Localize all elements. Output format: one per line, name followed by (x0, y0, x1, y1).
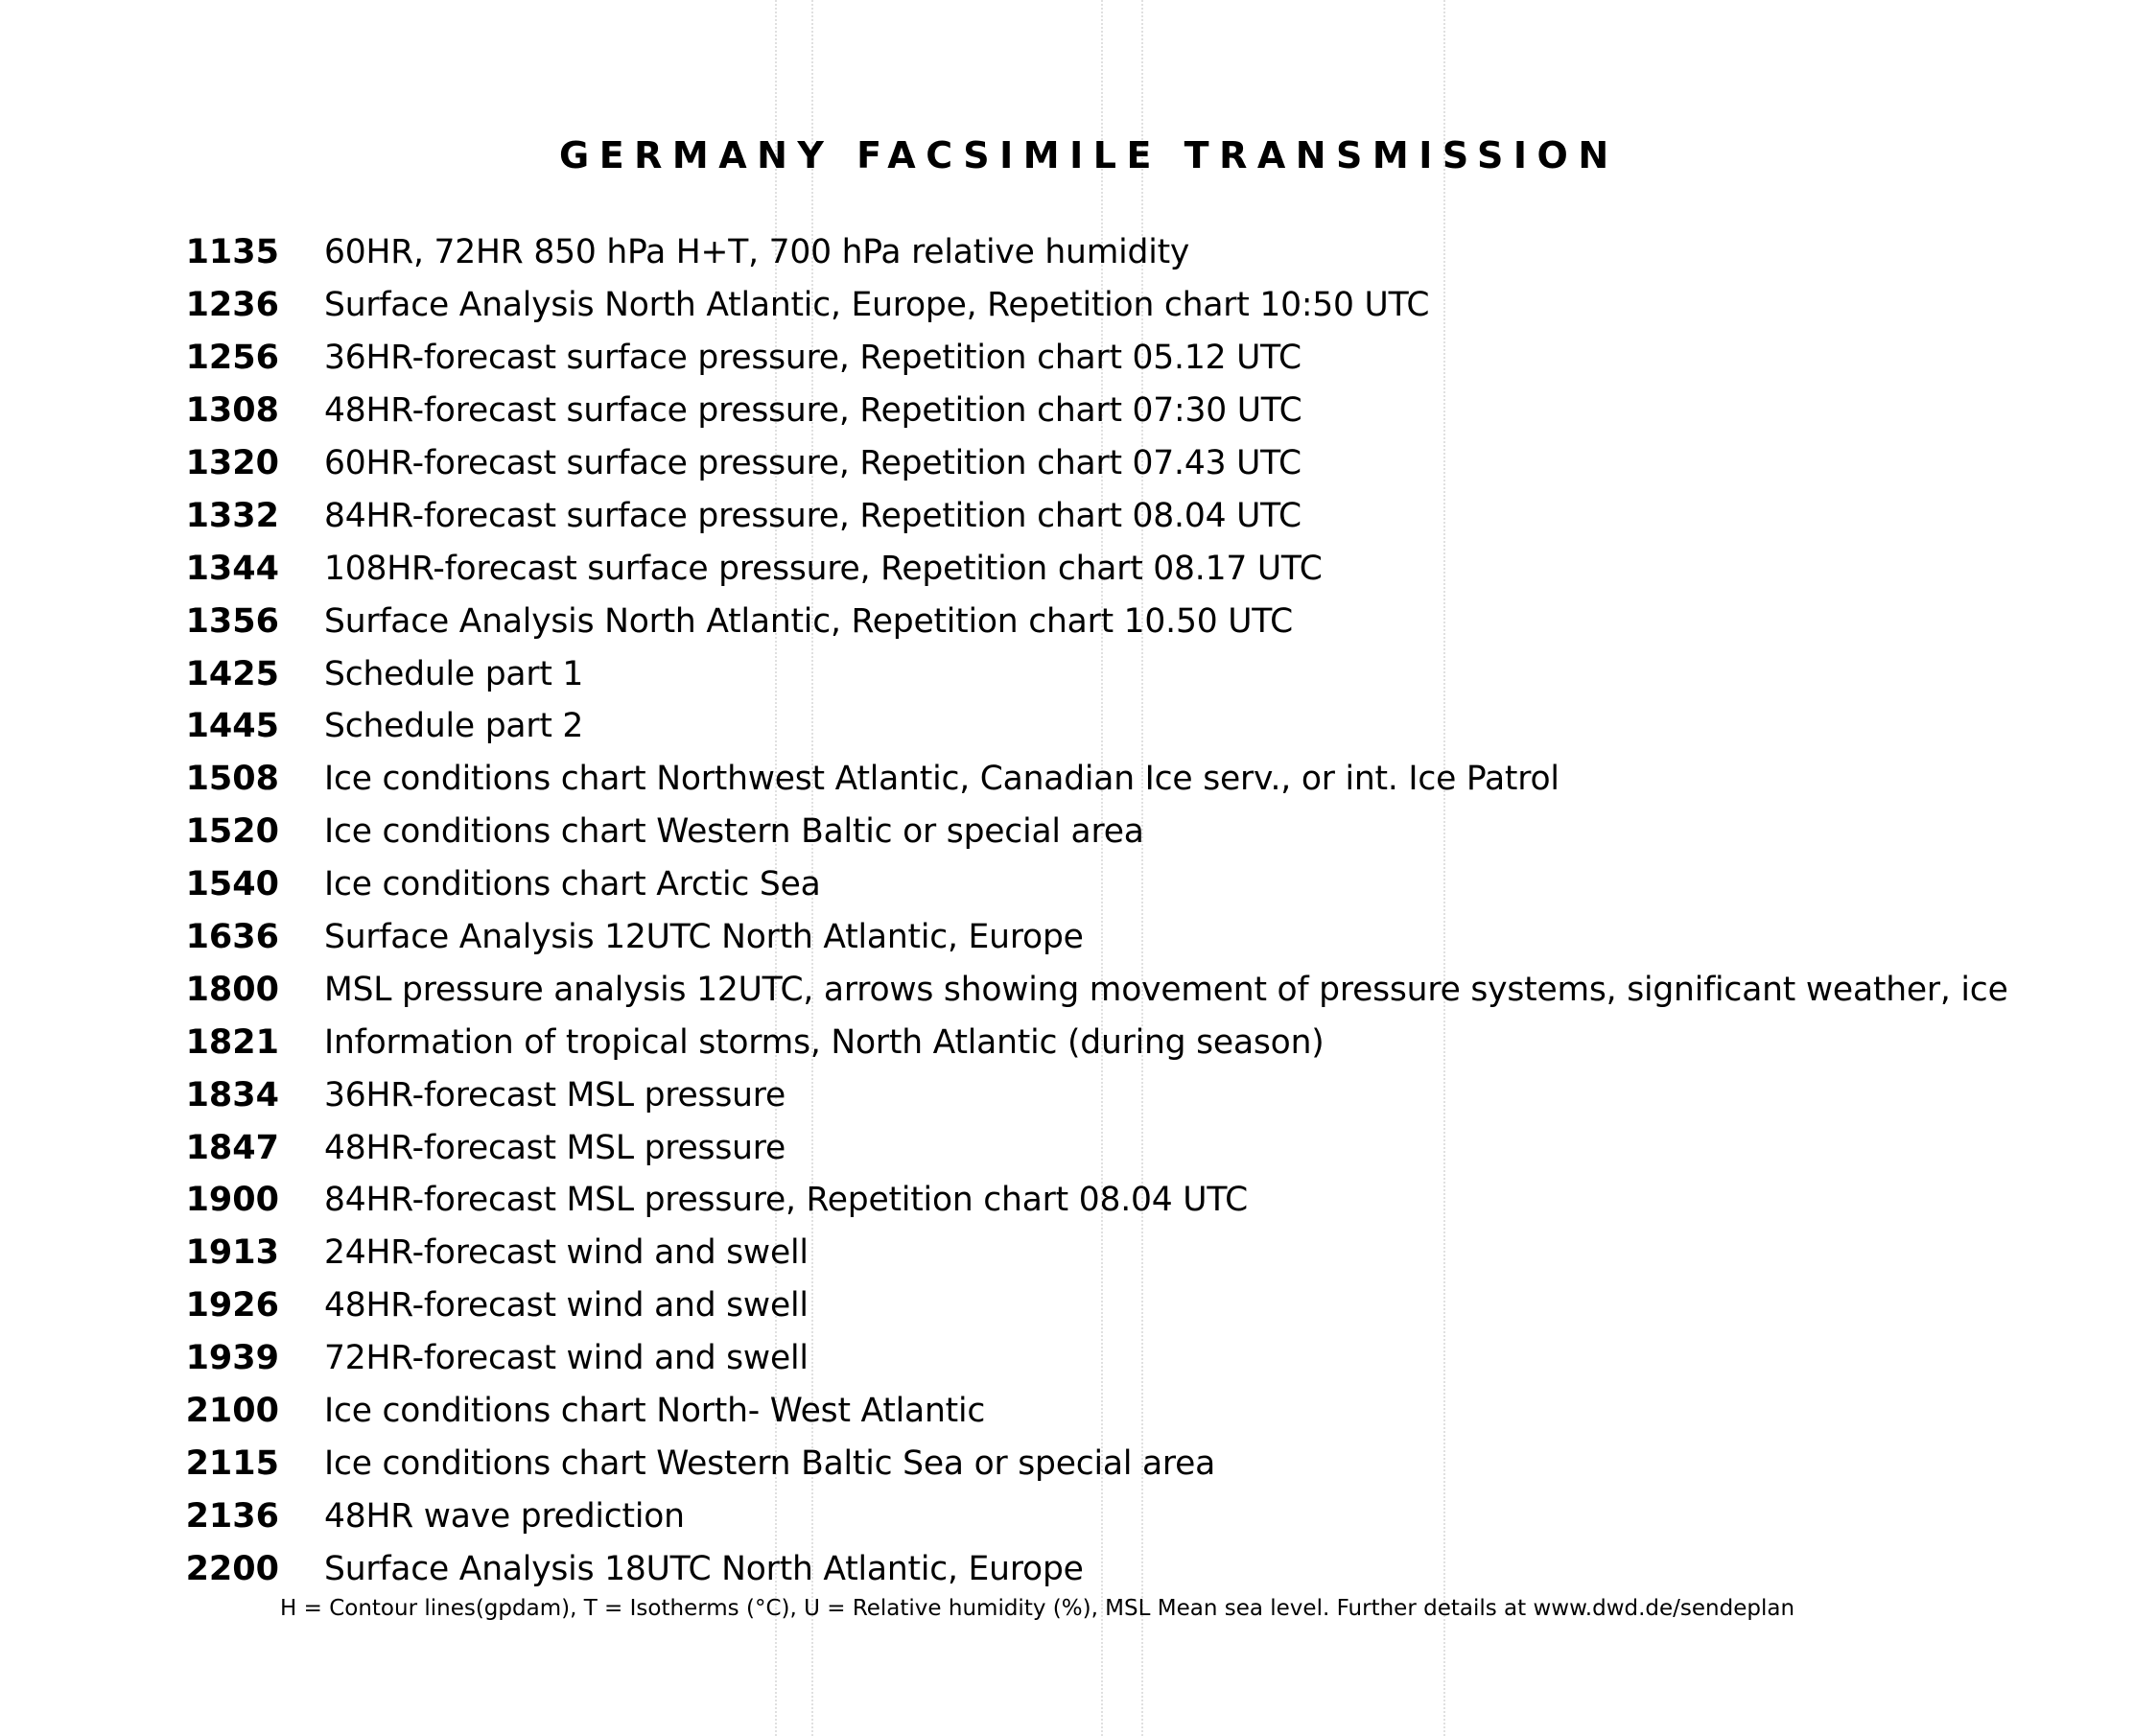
transmission-time: 1636 (185, 918, 279, 957)
schedule-row (141, 1016, 2117, 1068)
transmission-time: 1540 (185, 865, 279, 904)
schedule-row (141, 226, 2117, 279)
chart-description: 84HR-forecast surface pressure, Repetition chart 08.04 UTC (324, 496, 1302, 535)
chart-description: Ice conditions chart North- West Atlantic (324, 1392, 986, 1431)
transmission-time: 1939 (185, 1339, 279, 1378)
transmission-time: 2136 (185, 1496, 279, 1536)
page-title: GERMANY FACSIMILE TRANSMISSION (559, 134, 1619, 176)
transmission-time: 1445 (185, 707, 279, 746)
schedule-row (141, 1437, 2117, 1490)
chart-description: 36HR-forecast surface pressure, Repetition chart 05.12 UTC (324, 339, 1302, 378)
transmission-time: 1520 (185, 812, 279, 852)
footnote: H = Contour lines(gpdam), T = Isotherms (°C), U = Relative humidity (%), MSL Mean sea level. Further details at www.dwd.de/sendeplan (280, 1596, 1795, 1621)
schedule-row (141, 385, 2117, 437)
transmission-time: 2200 (185, 1549, 279, 1588)
transmission-time: 1344 (185, 549, 279, 588)
chart-description: MSL pressure analysis 12UTC, arrows showing movement of pressure systems, significant weather, ice (324, 970, 2008, 1009)
transmission-time: 1236 (185, 286, 279, 325)
schedule-row (141, 753, 2117, 806)
transmission-time: 2115 (185, 1443, 279, 1483)
transmission-time: 1926 (185, 1286, 279, 1325)
schedule-row (141, 1174, 2117, 1227)
transmission-time: 1256 (185, 339, 279, 378)
chart-description: Surface Analysis 18UTC North Atlantic, Europe (324, 1549, 1084, 1588)
chart-description: 48HR-forecast wind and swell (324, 1286, 809, 1325)
transmission-time: 1356 (185, 601, 279, 641)
schedule-row (141, 279, 2117, 332)
schedule-row (141, 1542, 2117, 1595)
chart-description: 108HR-forecast surface pressure, Repetition chart 08.17 UTC (324, 549, 1323, 588)
chart-description: Schedule part 2 (324, 707, 584, 746)
chart-description: Ice conditions chart Western Baltic Sea or special area (324, 1443, 1216, 1483)
chart-description: 24HR-forecast wind and swell (324, 1233, 809, 1273)
transmission-schedule (141, 226, 2117, 1595)
schedule-row (141, 806, 2117, 858)
chart-description: 72HR-forecast wind and swell (324, 1339, 809, 1378)
schedule-row (141, 1490, 2117, 1542)
chart-description: Information of tropical storms, North Atlantic (during season) (324, 1022, 1325, 1062)
transmission-time: 1834 (185, 1075, 279, 1114)
schedule-row (141, 489, 2117, 542)
schedule-row (141, 647, 2117, 700)
schedule-row (141, 1227, 2117, 1279)
transmission-time: 1308 (185, 391, 279, 431)
transmission-time: 1508 (185, 760, 279, 799)
schedule-row (141, 1332, 2117, 1385)
chart-description: Schedule part 1 (324, 654, 584, 693)
transmission-time: 1847 (185, 1128, 279, 1167)
schedule-row (141, 437, 2117, 490)
chart-description: 48HR wave prediction (324, 1496, 685, 1536)
schedule-row (141, 700, 2117, 753)
transmission-time: 2100 (185, 1392, 279, 1431)
schedule-row (141, 911, 2117, 964)
transmission-time: 1800 (185, 970, 279, 1009)
schedule-row (141, 542, 2117, 595)
chart-description: 48HR-forecast surface pressure, Repetition chart 07:30 UTC (324, 391, 1302, 431)
transmission-time: 1332 (185, 496, 279, 535)
chart-description: Ice conditions chart Northwest Atlantic, Canadian Ice serv., or int. Ice Patrol (324, 760, 1559, 799)
transmission-time: 1425 (185, 654, 279, 693)
chart-description: Surface Analysis North Atlantic, Europe, Repetition chart 10:50 UTC (324, 286, 1430, 325)
chart-description: 48HR-forecast MSL pressure (324, 1128, 786, 1167)
chart-description: Surface Analysis North Atlantic, Repetition chart 10.50 UTC (324, 601, 1294, 641)
chart-description: Surface Analysis 12UTC North Atlantic, Europe (324, 918, 1084, 957)
transmission-time: 1900 (185, 1181, 279, 1220)
schedule-row (141, 1279, 2117, 1332)
transmission-time: 1320 (185, 444, 279, 482)
schedule-row (141, 332, 2117, 385)
transmission-time: 1913 (185, 1233, 279, 1273)
schedule-row (141, 858, 2117, 911)
chart-description: Ice conditions chart Western Baltic or special area (324, 812, 1144, 852)
schedule-row (141, 1385, 2117, 1438)
chart-description: Ice conditions chart Arctic Sea (324, 865, 821, 904)
chart-description: 60HR-forecast surface pressure, Repetition chart 07.43 UTC (324, 444, 1302, 482)
transmission-time: 1821 (185, 1022, 279, 1062)
chart-description: 36HR-forecast MSL pressure (324, 1075, 786, 1114)
transmission-time: 1135 (185, 233, 279, 272)
chart-description: 84HR-forecast MSL pressure, Repetition chart 08.04 UTC (324, 1181, 1249, 1220)
schedule-row (141, 595, 2117, 647)
chart-description: 60HR, 72HR 850 hPa H+T, 700 hPa relative humidity (324, 233, 1190, 272)
schedule-row (141, 1121, 2117, 1174)
schedule-row (141, 1068, 2117, 1121)
schedule-row (141, 963, 2117, 1016)
